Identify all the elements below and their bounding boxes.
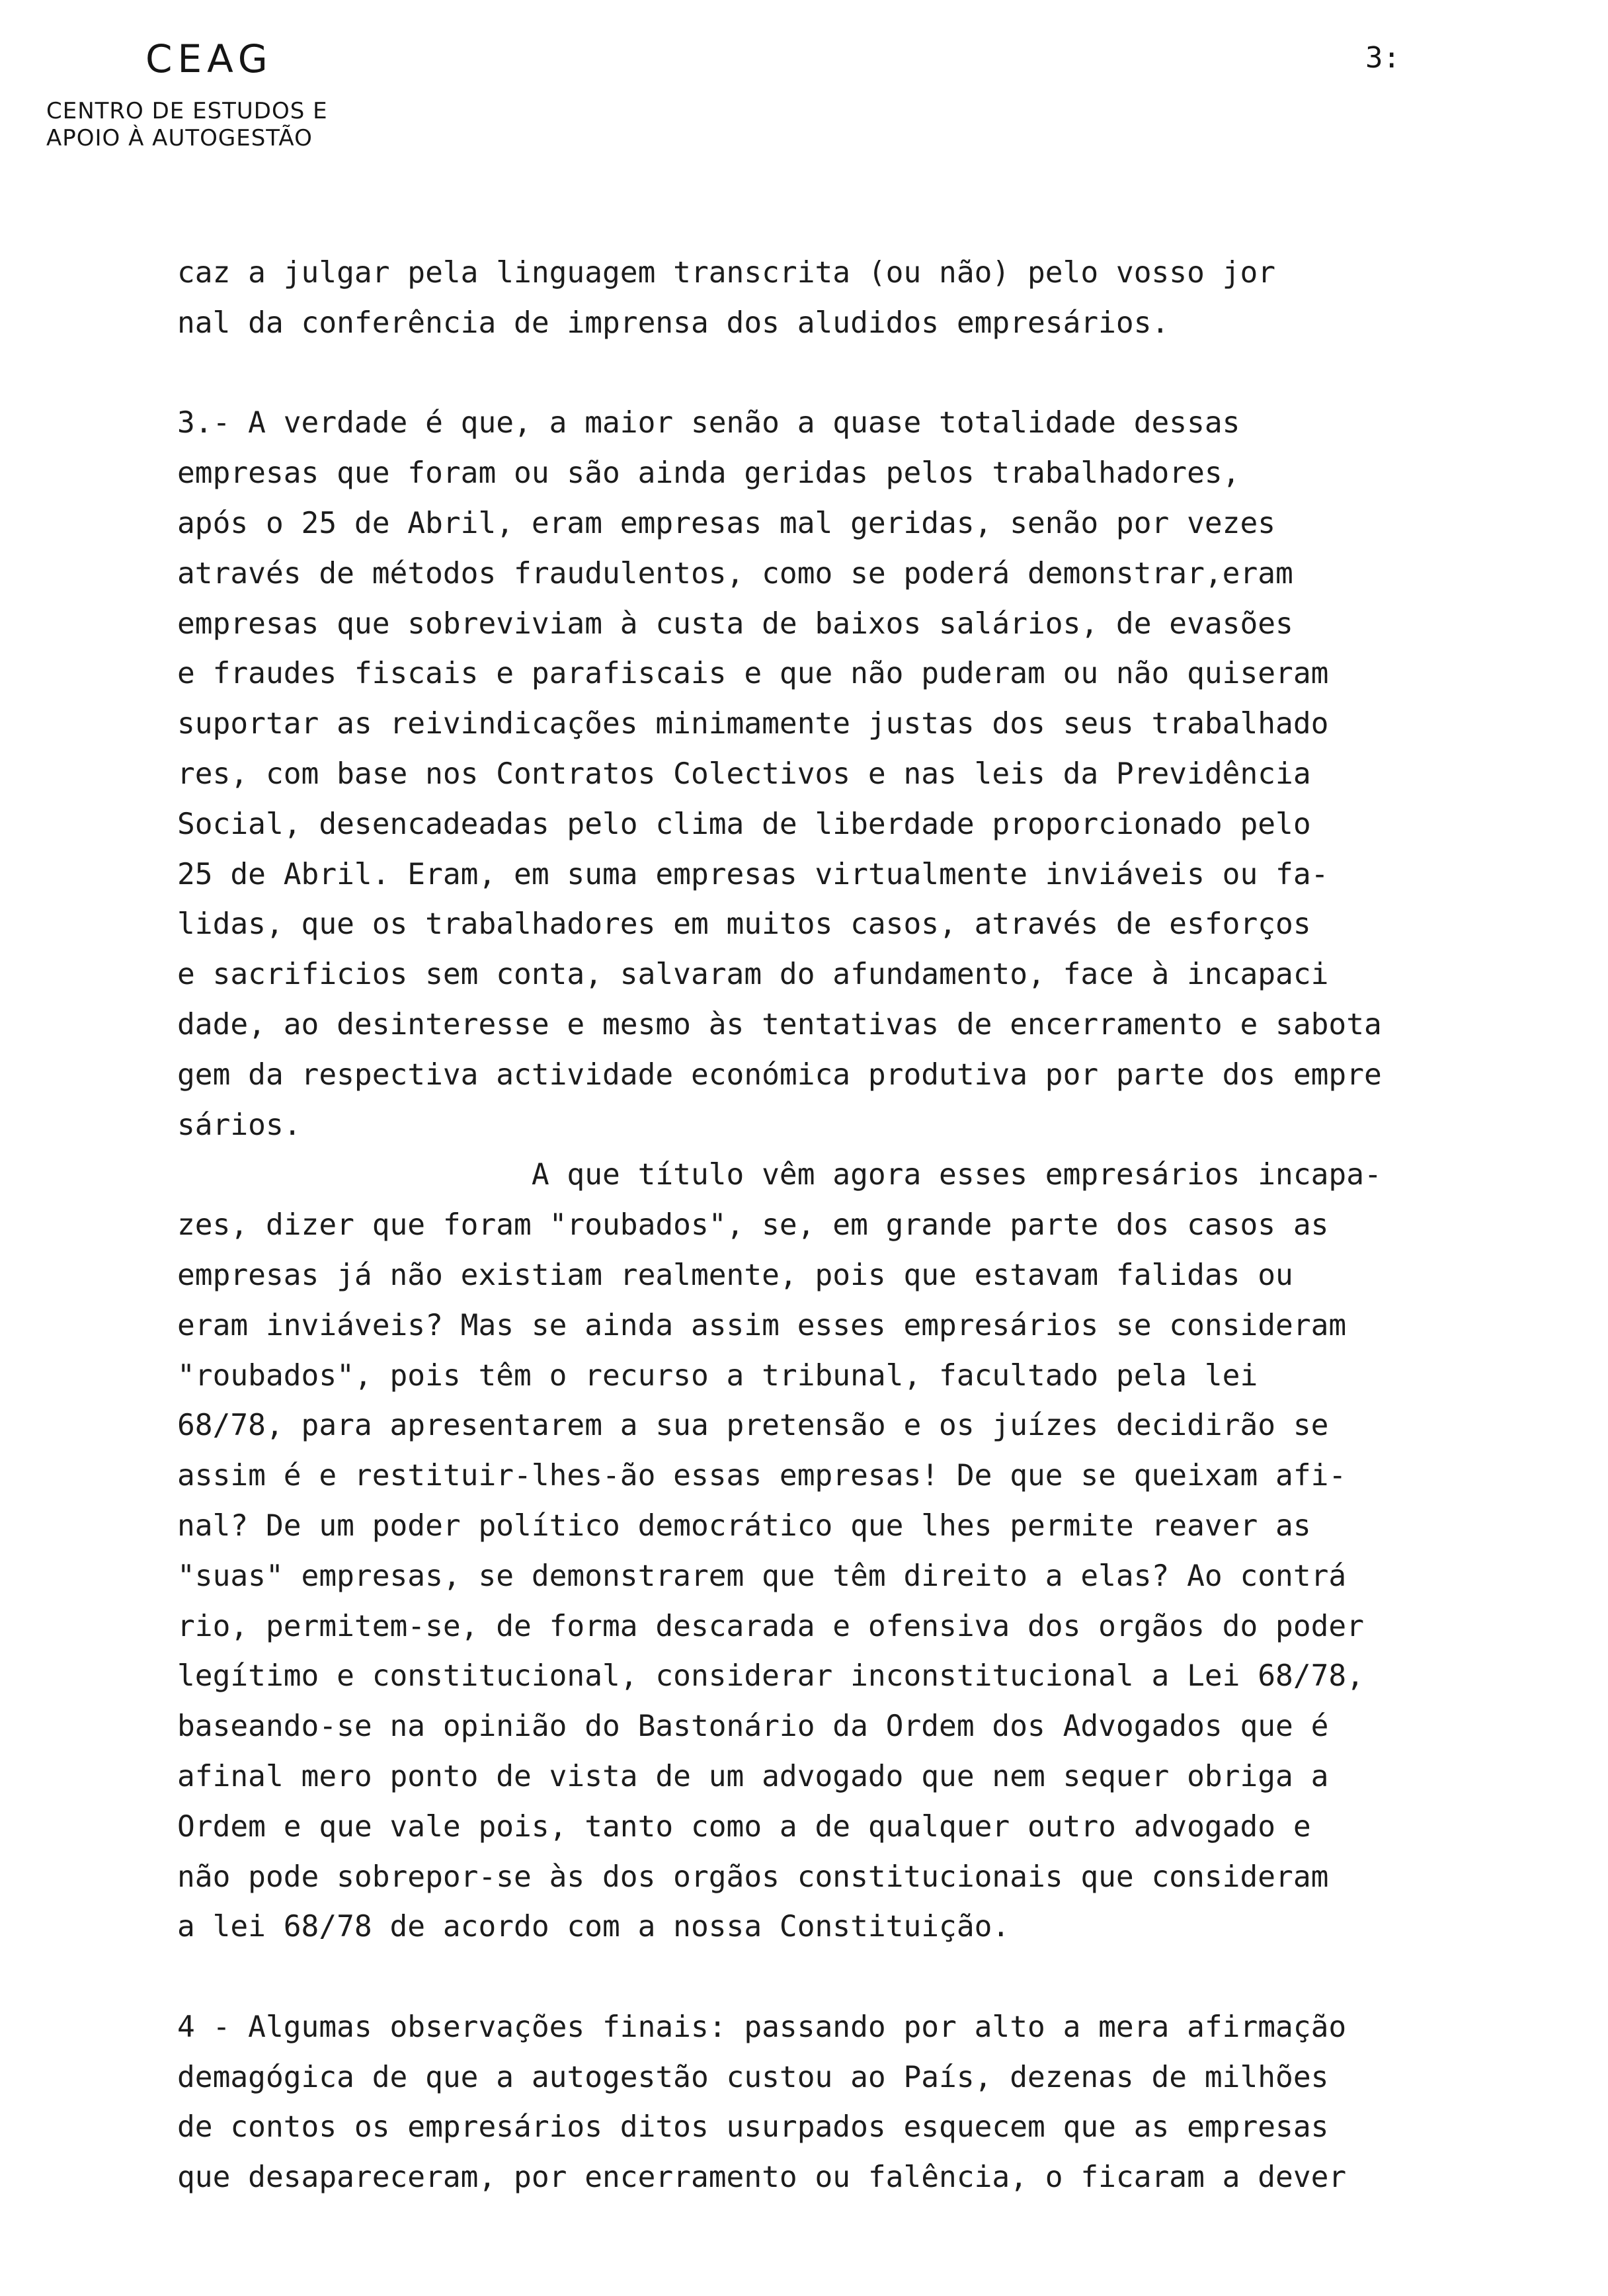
text-line: assim é e restituir-lhes-ão essas empresas! De que se queixam afi-: [177, 1459, 1347, 1493]
text-line: após o 25 de Abril, eram empresas mal geridas, senão por vezes: [177, 506, 1276, 540]
text-line: "suas" empresas, se demonstrarem que têm direito a elas? Ao contrá: [177, 1559, 1347, 1593]
text-line: afinal mero ponto de vista de um advogado que nem sequer obriga a: [177, 1759, 1329, 1793]
text-line: lidas, que os trabalhadores em muitos casos, através de esforços: [177, 907, 1311, 942]
text-line: demagógica de que a autogestão custou ao País, dezenas de milhões: [177, 2060, 1329, 2094]
text-line: "roubados", pois têm o recurso a tribunal, facultado pela lei: [177, 1358, 1258, 1393]
text-line: nal da conferência de imprensa dos aludidos empresários.: [177, 306, 1170, 340]
text-line: empresas que foram ou são ainda geridas pelos trabalhadores,: [177, 456, 1240, 491]
text-line: eram inviáveis? Mas se ainda assim esses empresários se consideram: [177, 1308, 1347, 1342]
text-line: dade, ao desinteresse e mesmo às tentativas de encerramento e sabota: [177, 1007, 1382, 1042]
text-line: 4 - Algumas observações finais: passando por alto a mera afirmação: [177, 2010, 1347, 2044]
org-acronym: CEAG: [145, 36, 273, 81]
text-line: A que título vêm agora esses empresários incapa-: [177, 1158, 1382, 1192]
text-line: empresas já não existiam realmente, pois que estavam falidas ou: [177, 1258, 1293, 1292]
text-line: suportar as reivindicações minimamente justas dos seus trabalhado: [177, 707, 1329, 741]
text-line: gem da respectiva actividade económica produtiva por parte dos empre: [177, 1057, 1382, 1092]
text-line: e fraudes fiscais e parafiscais e que não puderam ou não quiseram: [177, 657, 1329, 691]
text-line: res, com base nos Contratos Colectivos e nas leis da Previdência: [177, 757, 1311, 791]
text-line: caz a julgar pela linguagem transcrita (ou não) pelo vosso jor: [177, 256, 1276, 290]
text-line: de contos os empresários ditos usurpados esquecem que as empresas: [177, 2110, 1329, 2145]
letterhead: [46, 36, 328, 153]
text-line: Social, desencadeadas pelo clima de liberdade proporcionado pelo: [177, 807, 1311, 841]
text-line: a lei 68/78 de acordo com a nossa Constituição.: [177, 1910, 1010, 1944]
text-line: baseando-se na opinião do Bastonário da Ordem dos Advogados que é: [177, 1709, 1329, 1744]
text-line: empresas que sobreviviam à custa de baixos salários, de evasões: [177, 606, 1293, 641]
text-line: 68/78, para apresentarem a sua pretensão e os juízes decidirão se: [177, 1409, 1329, 1443]
text-line: rio, permitem-se, de forma descarada e ofensiva dos orgãos do poder: [177, 1609, 1365, 1643]
text-line: legítimo e constitucional, considerar inconstitucional a Lei 68/78,: [177, 1659, 1365, 1694]
text-line: nal? De um poder político democrático que lhes permite reaver as: [177, 1508, 1311, 1543]
paragraph-continuation: [177, 248, 1579, 348]
paragraph-point-4: [177, 2002, 1579, 2203]
letter-body: [177, 248, 1579, 2203]
page-number: 3:: [1365, 41, 1400, 75]
text-line: e sacrificios sem conta, salvaram do afundamento, face à incapaci: [177, 958, 1329, 992]
org-name-line-2: APOIO À AUTOGESTÃO: [46, 125, 313, 152]
text-line: através de métodos fraudulentos, como se poderá demonstrar,eram: [177, 556, 1293, 591]
text-line: 3.- A verdade é que, a maior senão a quase totalidade dessas: [177, 406, 1240, 440]
text-line: sários.: [177, 1108, 302, 1142]
paragraph-point-3-continued: [177, 1150, 1579, 1952]
text-line: Ordem e que vale pois, tanto como a de qualquer outro advogado e: [177, 1809, 1311, 1844]
text-line: não pode sobrepor-se às dos orgãos constitucionais que consideram: [177, 1860, 1329, 1894]
paragraph-point-3: [177, 398, 1579, 1150]
text-line: zes, dizer que foram "roubados", se, em grande parte dos casos as: [177, 1208, 1329, 1243]
org-name-line-1: CENTRO DE ESTUDOS E: [46, 98, 328, 124]
text-line: que desapareceram, por encerramento ou falência, o ficaram a dever: [177, 2160, 1347, 2195]
text-line: 25 de Abril. Eram, em suma empresas virtualmente inviáveis ou fa-: [177, 857, 1329, 891]
